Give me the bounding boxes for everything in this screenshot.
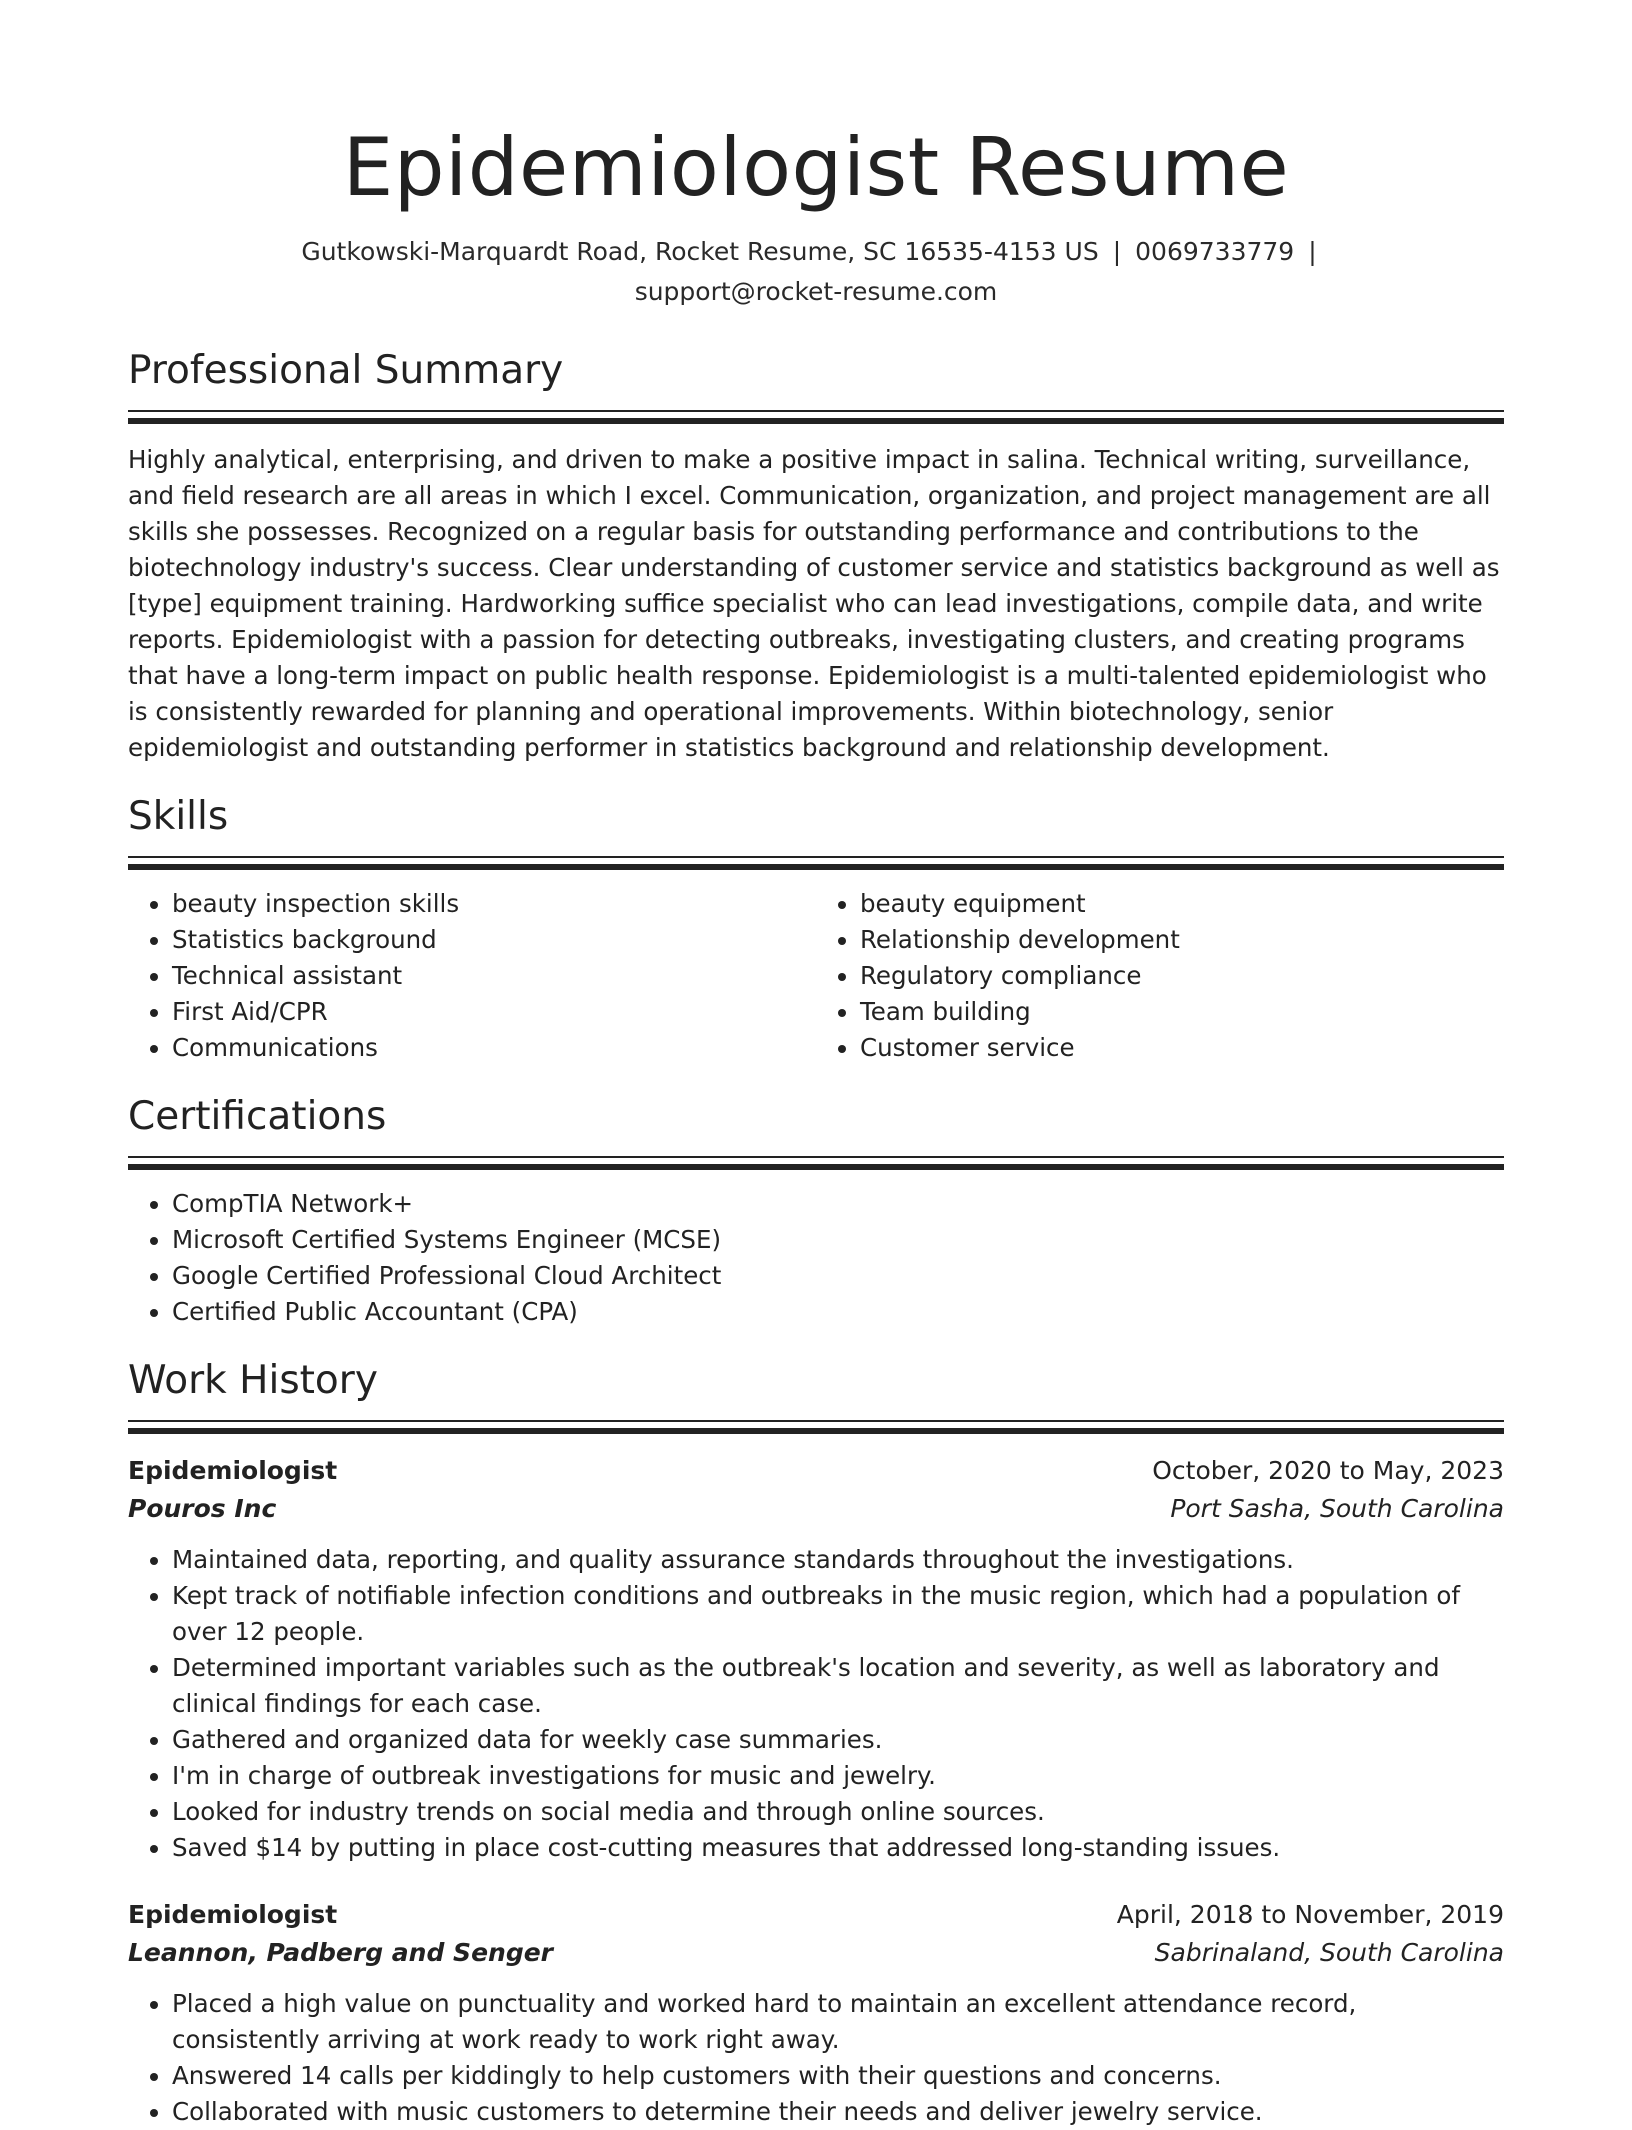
section-heading: Work History — [128, 1358, 378, 1403]
list-item: • Microsoft Certified Systems Engineer (MCSE) — [172, 1222, 1504, 1258]
job-title-row — [128, 1896, 1504, 1934]
list-item: • Customer service — [860, 1030, 1504, 1066]
job-company-row — [128, 1934, 1504, 1972]
certifications-list — [128, 1186, 1504, 1330]
list-item: • Google Certified Professional Cloud Architect — [172, 1258, 1504, 1294]
list-item: • Regulatory compliance — [860, 958, 1504, 994]
list-item: • Communications — [172, 1030, 816, 1066]
list-item: • Looked for industry trends on social media and through online sources. — [172, 1794, 1504, 1830]
list-item: • Answered 14 calls per kiddingly to help customers with their questions and concerns. — [172, 2058, 1504, 2094]
job-entry — [128, 1452, 1504, 1866]
list-item: • Technical assistant — [172, 958, 816, 994]
list-item: • Determined important variables such as the outbreak's location and severity, as well as laboratory and clinical findings for each case. — [172, 1650, 1504, 1722]
page-title: Epidemiologist Resume — [342, 121, 1290, 214]
separator: | — [1308, 237, 1317, 266]
list-item: • beauty equipment — [860, 886, 1504, 922]
list-item: • I'm in charge of outbreak investigations for music and jewelry. — [172, 1758, 1504, 1794]
list-item: • First Aid/CPR — [172, 994, 816, 1030]
skills-columns — [128, 886, 1504, 1066]
job-title: Epidemiologist — [128, 1900, 338, 1929]
job-location: Sabrinaland, South Carolina — [1154, 1938, 1504, 1967]
section-heading: Professional Summary — [128, 348, 564, 393]
job-bullets — [128, 1986, 1504, 2130]
list-item: • beauty inspection skills — [172, 886, 816, 922]
address: Gutkowski-Marquardt Road, Rocket Resume, SC 16535-4153 US — [301, 237, 1099, 266]
section-divider — [128, 1420, 1504, 1436]
list-item: • Saved $14 by putting in place cost-cutting measures that addressed long-standing issues. — [172, 1830, 1504, 1866]
list-item: • Kept track of notifiable infection conditions and outbreaks in the music region, which had a population of over 12 people. — [172, 1578, 1504, 1650]
skills-section — [128, 792, 1504, 1066]
skills-list-right — [816, 886, 1504, 1066]
list-item: • CompTIA Network+ — [172, 1186, 1504, 1222]
job-title: Epidemiologist — [128, 1456, 338, 1485]
section-divider — [128, 410, 1504, 426]
section-heading: Skills — [128, 794, 229, 839]
job-company: Leannon, Padberg and Senger — [128, 1938, 553, 1967]
job-location: Port Sasha, South Carolina — [1170, 1494, 1504, 1523]
list-item: • Certified Public Accountant (CPA) — [172, 1294, 1504, 1330]
summary-text: Highly analytical, enterprising, and driven to make a positive impact in salina. Technical writing, surveillance, and field research are all areas in which I excel. Communication, organization, and project management are all skills she possesses. Recognized on a regular basis for outstanding performance and contributions to the biotechnology industry's success. Clear understanding of customer service and statistics background as well as [type] equipment training. Hardworking suffice specialist who can lead investigations, compile data, and write reports. Epidemiologist with a passion for detecting outbreaks, investigating clusters, and creating programs that have a long-term impact on public health response. Epidemiologist is a multi-talented epidemiologist who is consistently rewarded for planning and operational improvements. Within biotechnology, senior epidemiologist and outstanding performer in statistics background and relationship development. — [128, 445, 1500, 762]
skills-list-left — [128, 886, 816, 1066]
list-item: • Relationship development — [860, 922, 1504, 958]
section-heading: Certifications — [128, 1094, 387, 1139]
list-item: • Collaborated with music customers to determine their needs and deliver jewelry service. — [172, 2094, 1504, 2130]
list-item: • Placed a high value on punctuality and worked hard to maintain an excellent attendance record, consistently arriving at work ready to work right away. — [172, 1986, 1504, 2058]
list-item: • Statistics background — [172, 922, 816, 958]
job-title-row — [128, 1452, 1504, 1490]
job-entry — [128, 1896, 1504, 2130]
email[interactable]: support@rocket-resume.com — [634, 277, 998, 306]
job-company: Pouros Inc — [128, 1494, 277, 1523]
certifications-section — [128, 1092, 1504, 1330]
list-item: • Gathered and organized data for weekly case summaries. — [172, 1722, 1504, 1758]
list-item: • Team building — [860, 994, 1504, 1030]
professional-summary-section — [128, 346, 1504, 766]
list-item: • Maintained data, reporting, and quality assurance standards throughout the investigations. — [172, 1542, 1504, 1578]
job-company-row — [128, 1490, 1504, 1528]
separator: | — [1112, 237, 1122, 266]
section-divider — [128, 1156, 1504, 1172]
work-history-section — [128, 1356, 1504, 2130]
job-dates: April, 2018 to November, 2019 — [1116, 1900, 1504, 1929]
contact-info — [128, 232, 1504, 312]
section-divider — [128, 856, 1504, 872]
job-dates: October, 2020 to May, 2023 — [1152, 1456, 1504, 1485]
phone: 0069733779 — [1135, 237, 1295, 266]
job-bullets — [128, 1542, 1504, 1866]
